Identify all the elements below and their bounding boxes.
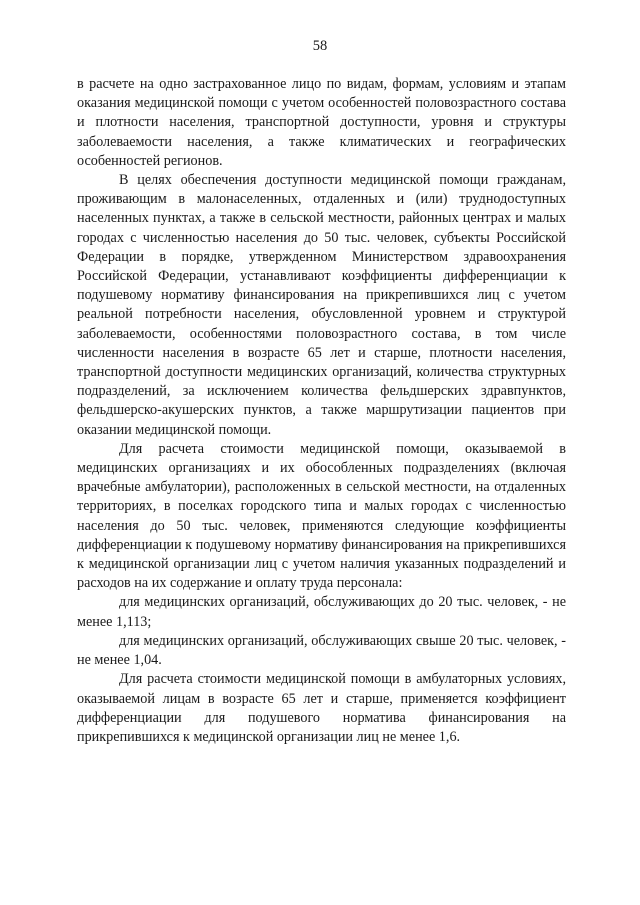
paragraph: Для расчета стоимости медицинской помощи в амбулаторных условиях, оказываемой лицам в возрасте 65 лет и старше, применяется коэффициент дифференциации для подушевого норматива финансирования на прикрепившихся к медицинской организации лиц не менее 1,6. [77, 671, 566, 745]
paragraph: в расчете на одно застрахованное лицо по видам, формам, условиям и этапам оказания медицинской помощи с учетом особенностей половозрастного состава и плотности населения, транспортной доступности, уровня и структуры заболеваемости населения, а также климатических и географических особенностей регионов. [77, 76, 566, 169]
page-number: 58 [312, 38, 328, 54]
paragraph: Для расчета стоимости медицинской помощи, оказываемой в медицинских организациях и их обособленных подразделениях (включая врачебные амбулатории), расположенных в сельской местности, на отдаленных территориях, в поселках городского типа и малых городах с численностью населения до 50 тыс. человек, применяются следующие коэффициенты дифференциации к подушевому нормативу финансирования на прикрепившихся к медицинской организации лиц с учетом наличия указанных подразделений и расходов на их содержание и оплату труда персонала: [77, 440, 566, 592]
document-body [77, 75, 566, 747]
paragraph: В целях обеспечения доступности медицинской помощи гражданам, проживающим в малонаселенных, отдаленных и (или) труднодоступных населенных пунктах, а также в сельской местности, районных центрах и малых городах с численностью населения до 50 тыс. человек, субъекты Российской Федерации в порядке, утвержденном Министерством здравоохранения Российской Федерации, устанавливают коэффициенты дифференциации к подушевому нормативу финансирования на прикрепившихся лиц с учетом реальной потребности населения, обусловленной уровнем и структурой заболеваемости, особенностями половозрастного состава, в том числе численности населения в возрасте 65 лет и старше, плотности населения, транспортной доступности медицинских организаций, количества структурных подразделений, за исключением количества фельдшерских здравпунктов, фельдшерско-акушерских пунктов, а также маршрутизации пациентов при оказании медицинской помощи. [77, 172, 566, 438]
list-item: для медицинских организаций, обслуживающих свыше 20 тыс. человек, - не менее 1,04. [77, 632, 566, 669]
list-item: для медицинских организаций, обслуживающих до 20 тыс. человек, - не менее 1,113; [77, 594, 566, 630]
